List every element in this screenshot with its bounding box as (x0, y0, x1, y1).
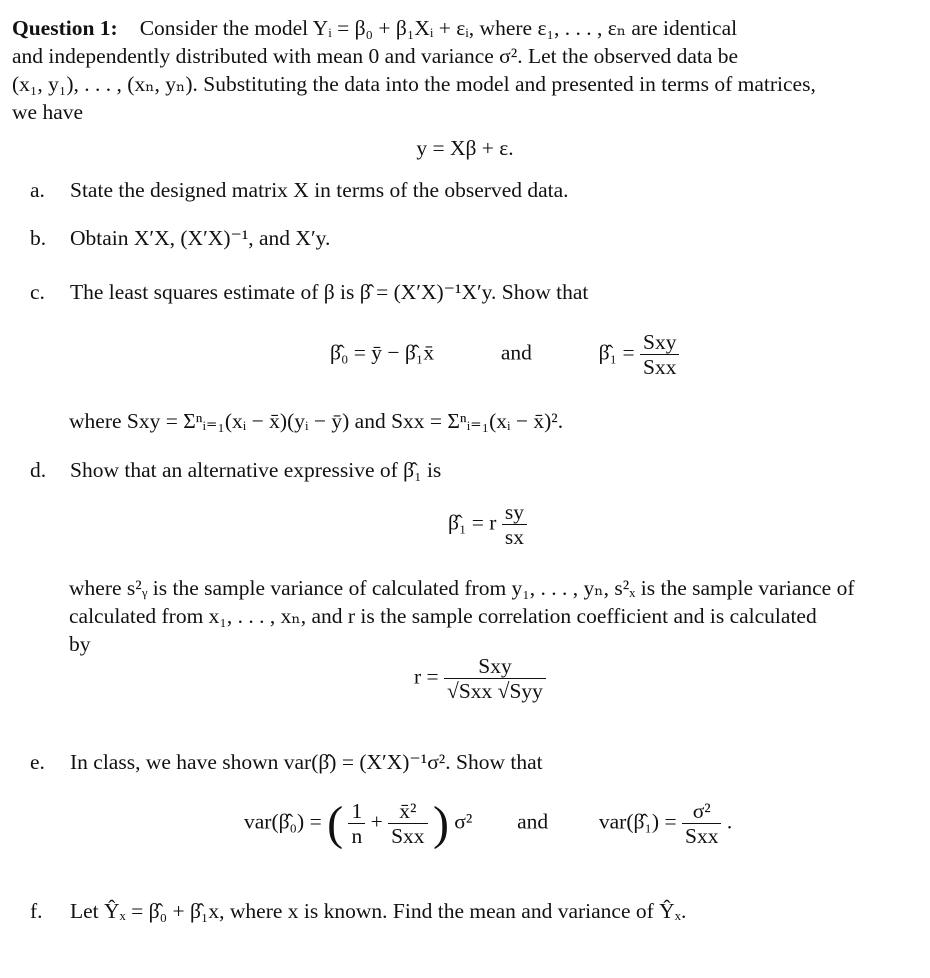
e-period: . (726, 809, 733, 834)
c-beta1-num: Sxy (640, 330, 679, 355)
e-n: n (351, 824, 363, 848)
c-beta1-fraction (640, 330, 679, 379)
d-fraction (502, 500, 527, 549)
d-lhs: β̂₁ = r (448, 510, 497, 535)
r-lhs: r = (414, 664, 439, 689)
r-den: √Sxx √Syy (447, 679, 543, 703)
d-where (69, 574, 919, 658)
e-sigma2: σ² (454, 809, 473, 834)
part-d-marker: d. (30, 458, 47, 482)
part-e-marker: e. (30, 750, 45, 774)
question-intro (12, 14, 918, 126)
e-var-b0: var(β̂₀) = (244, 809, 322, 834)
c-beta0-eq: β̂₀ = ȳ − β̂₁x̄ (330, 340, 435, 365)
c-where: where Sxy = Σⁿᵢ₌₁(xᵢ − x̄)(yᵢ − ȳ) and Sxx = Σⁿᵢ₌₁(xᵢ − x̄)². (69, 409, 564, 433)
part-b (30, 224, 920, 252)
part-c-marker: c. (30, 280, 45, 304)
r-fraction (444, 654, 546, 703)
d-den: sx (504, 525, 524, 549)
model-equation: y = Xβ + ε. (416, 136, 514, 160)
e-one: 1 (348, 799, 365, 824)
d-where-line-1: where s²ᵧ is the sample variance of calculated from y₁, . . . , yₙ, s²ₓ is the sample variance of (69, 576, 855, 600)
part-d (30, 456, 920, 484)
e-var-b1-fraction (682, 799, 721, 848)
part-e (30, 748, 920, 776)
part-f-marker: f. (30, 899, 43, 923)
right-paren-icon: ) (432, 797, 449, 850)
intro-line-2: and independently distributed with mean 0 and variance σ². Let the observed data be (12, 44, 739, 68)
intro-text-1: Consider the model Yᵢ = β₀ + β₁Xᵢ + εᵢ, where ε₁, . . . , εₙ are identical (139, 16, 738, 40)
question-label: Question 1: (12, 16, 118, 40)
e-formula-row (244, 796, 732, 851)
part-f (30, 897, 920, 925)
part-d-text: Show that an alternative expressive of β̂₁ is (70, 458, 442, 482)
part-c (30, 278, 920, 306)
e-and: and (517, 809, 549, 834)
part-a (30, 176, 920, 204)
part-a-marker: a. (30, 178, 45, 202)
e-xbar-fraction (388, 799, 427, 848)
c-beta1-den: Sxx (642, 355, 677, 379)
e-plus: + (370, 809, 383, 834)
e-var-b1-den: Sxx (684, 824, 719, 848)
part-c-text: The least squares estimate of β is β̂ = (X′X)⁻¹X′y. Show that (70, 280, 589, 304)
c-formula-row (330, 330, 679, 379)
e-sxx: Sxx (391, 824, 425, 848)
intro-line-4: we have (12, 100, 84, 124)
intro-line-3: (x₁, y₁), . . . , (xₙ, yₙ). Substituting the data into the model and presented in terms of matrices, (12, 72, 816, 96)
part-b-text: Obtain X′X, (X′X)⁻¹, and X′y. (70, 226, 331, 250)
e-one-over-n (348, 799, 365, 848)
r-formula (414, 654, 546, 703)
c-beta1-lhs: β̂₁ = (598, 340, 635, 365)
part-e-text: In class, we have shown var(β̂) = (X′X)⁻¹σ². Show that (70, 750, 543, 774)
e-var-b1: var(β̂₁) = (598, 809, 677, 834)
d-num: sy (502, 500, 527, 525)
d-where-line-3: by (69, 632, 91, 656)
part-a-text: State the designed matrix X in terms of the observed data. (70, 178, 569, 202)
r-num: Sxy (444, 654, 546, 679)
d-where-line-2: calculated from x₁, . . . , xₙ, and r is the sample correlation coefficient and is calculated (69, 604, 817, 628)
intro-line-1 (12, 14, 918, 42)
part-f-text: Let Ŷₓ = β̂₀ + β̂₁x, where x is known. Find the mean and variance of Ŷₓ. (70, 899, 687, 923)
left-paren-icon: ( (327, 797, 344, 850)
c-and: and (500, 340, 532, 365)
e-xbar2: x̄² (388, 799, 427, 824)
d-formula (448, 500, 527, 549)
e-var-b1-num: σ² (682, 799, 721, 824)
part-b-marker: b. (30, 226, 47, 250)
